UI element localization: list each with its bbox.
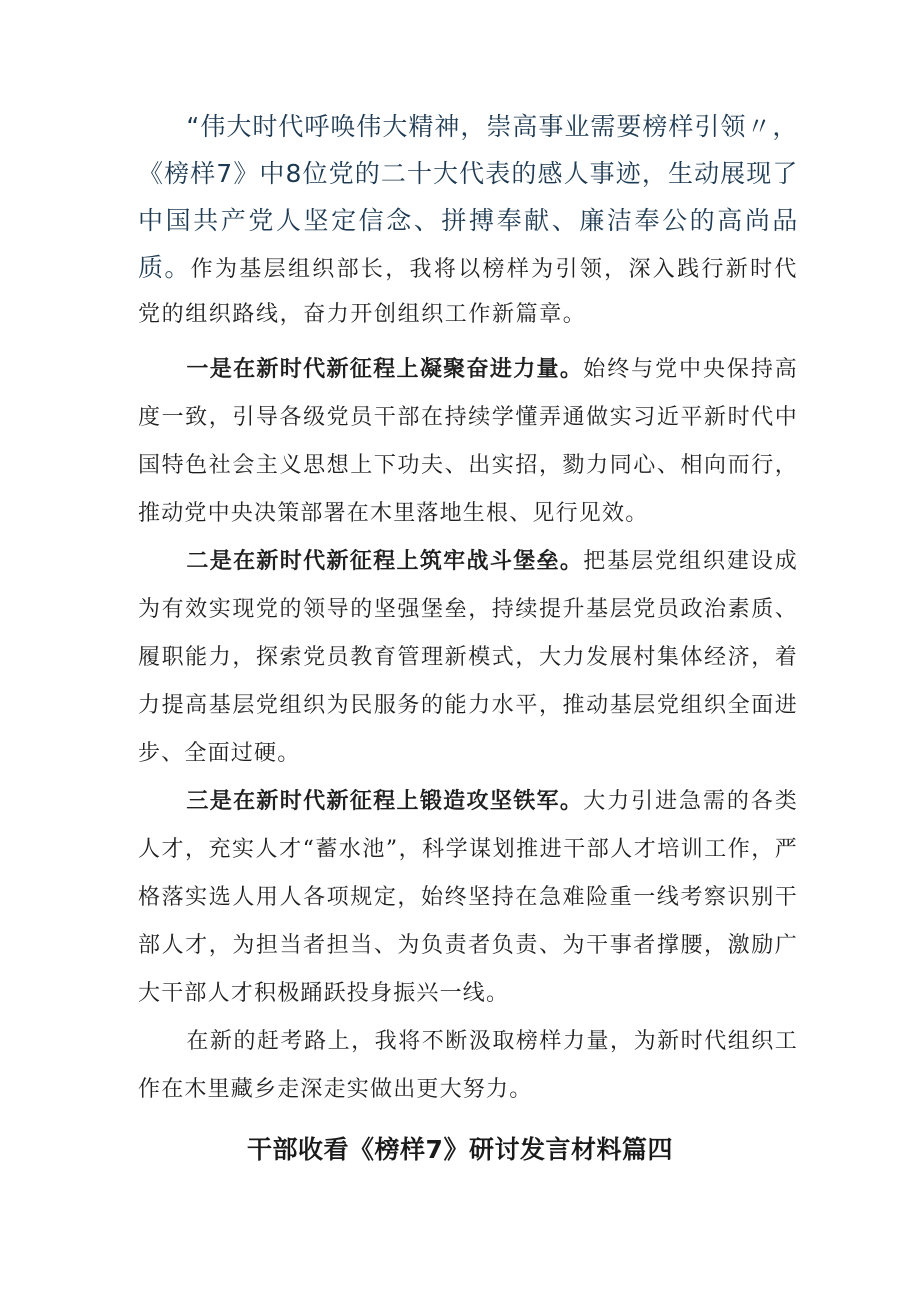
point-body-1: 始终与党中央保持高度一致，引导各级党员干部在持续学懂弄通做实习近平新时代中国特色社会主义思想上下功夫、出实招，勠力同心、相向而行，推动党中央决策部署在木里落地生根、见行见效。	[138, 357, 799, 526]
intro-paragraph	[138, 104, 798, 337]
point-body-3: 大力引进急需的各类人才，充实人才“蓄水池”，科学谋划推进干部人才培训工作，严格落实选人用人各项规定，始终坚持在急难险重一线考察识别干部人才，为担当者担当、为负责者负责、为干事者撑腰，激励广大干部人才积极踊跃投身振兴一线。	[138, 789, 799, 1006]
point-body-2: 把基层党组织建设成为有效实现党的领导的坚强堡垒，持续提升基层党员政治素质、履职能力，探索党员教育管理新模式，大力发展村集体经济，着力提高基层党组织为民服务的能力水平，推动基层党组织全面进步、全面过硬。	[138, 549, 799, 766]
intro-commitment-text: 作为基层组织部长，我将以榜样为引领，深入践行新时代党的组织路线，奋力开创组织工作新篇章。	[138, 257, 798, 327]
point-paragraph-3	[138, 778, 798, 1018]
closing-paragraph: 在新的赶考路上，我将不断汲取榜样力量，为新时代组织工作在木里藏乡走深走实做出更大努力。	[138, 1029, 798, 1102]
point-lead-1: 一是在新时代新征程上凝聚奋进力量。	[186, 357, 584, 382]
point-paragraph-1	[138, 346, 798, 538]
point-lead-2: 二是在新时代新征程上筑牢战斗堡垒。	[186, 549, 584, 574]
point-paragraph-2	[138, 538, 798, 778]
section-heading: 干部收看《榜样7》研讨发言材料篇四	[247, 1135, 673, 1164]
intro-quote-text: “伟大时代呼唤伟大精神，崇高事业需要榜样引领〃，《榜样7》中8位党的二十大代表的感人事迹，生动展现了中国共产党人坚定信念、拼搏奉献、廉洁奉公的高尚品质。	[138, 112, 798, 282]
point-lead-3: 三是在新时代新征程上锻造攻坚铁军。	[186, 789, 584, 814]
